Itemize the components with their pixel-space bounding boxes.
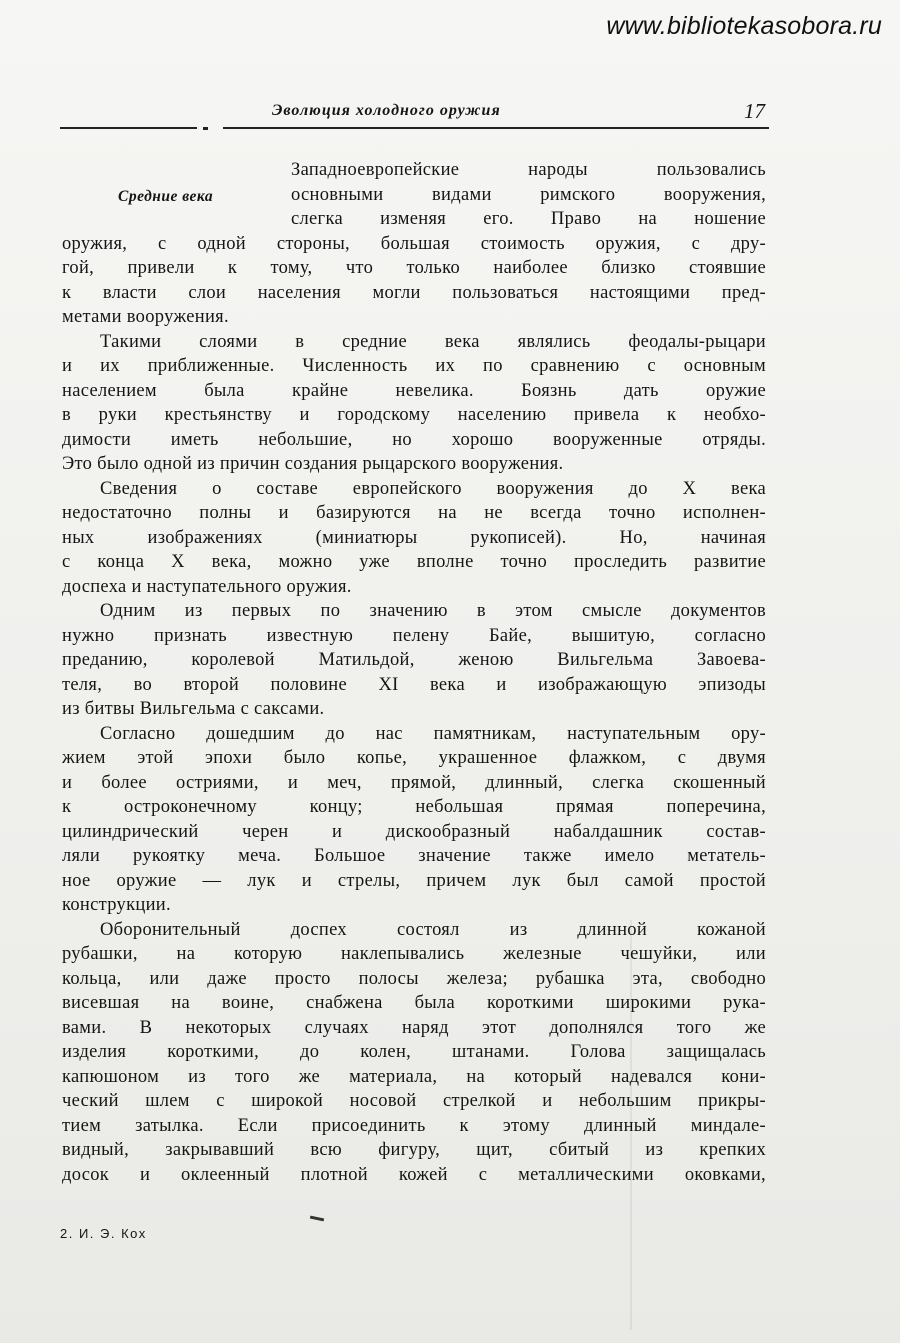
text-line: ческий шлем с широкой носовой стрелкой и небольшим прикры- (62, 1091, 766, 1111)
text-line: нужно признать известную пелену Байе, вышитую, согласно (62, 625, 766, 646)
text-line: с конца X века, можно уже вполне точно проследить развитие (62, 552, 766, 572)
text-line: висевшая на воине, снабжена была короткими широкими рука- (62, 993, 766, 1013)
running-title: Эволюция холодного оружия (272, 102, 501, 119)
text-line: жием этой эпохи было копье, украшенное флажком, с двумя (62, 748, 766, 768)
text-line: Сведения о составе европейского вооружения до X века (100, 478, 766, 499)
text-line: преданию, королевой Матильдой, женою Вильгельма Завоева- (62, 650, 766, 670)
text-line: Одним из первых по значению в этом смысле документов (100, 601, 766, 621)
text-line: теля, во второй половине XI века и изображающую эпизоды (62, 674, 766, 695)
page-number: 17 (744, 99, 765, 123)
margin-heading: Средние века (118, 188, 214, 205)
text-line: Это было одной из причин создания рыцарского вооружения. (62, 454, 564, 474)
text-line: основными видами римского вооружения, (291, 184, 766, 205)
text-line: населением была крайне невелика. Боязнь дать оружие (62, 380, 766, 401)
text-line: оружия, с одной стороны, большая стоимость оружия, с дру- (62, 233, 766, 254)
text-line: кольца, или даже просто полосы железа; рубашка эта, свободно (62, 968, 766, 989)
text-line: димости иметь небольшие, но хорошо вооруженные отряды. (62, 429, 766, 450)
body-text (62, 158, 766, 1187)
text-line: Такими слоями в средние века являлись феодалы-рыцари (100, 331, 766, 352)
text-line: слегка изменяя его. Право на ношение (291, 209, 766, 229)
text-line: цилиндрический черен и дискообразный набалдашник состав- (62, 821, 766, 842)
text-line: к остроконечному концу; небольшая прямая поперечина, (62, 797, 766, 817)
text-line: в руки крестьянству и городскому населению привела к необхо- (62, 405, 766, 425)
text-line: вами. В некоторых случаях наряд этот дополнялся того же (62, 1017, 766, 1038)
text-line: гой, привели к тому, что только наиболее близко стоявшие (62, 258, 766, 278)
text-line: Западноевропейские народы пользовались (291, 160, 766, 180)
site-watermark: www.bibliotekasobora.ru (606, 12, 882, 40)
text-line: рубашки, на которую наклепывались железные чешуйки, или (62, 944, 766, 964)
text-line: к власти слои населения могли пользоваться настоящими пред- (62, 282, 766, 303)
text-line: и их приближенные. Численность их по сравнению с основным (62, 356, 766, 376)
text-line: из битвы Вильгельма с саксами. (62, 699, 325, 719)
header-rule-right (223, 127, 769, 129)
text-line: видный, закрывавший всю фигуру, щит, сбитый из крепких (62, 1140, 766, 1160)
text-line: метами вооружения. (62, 307, 229, 327)
page-fold (630, 920, 632, 1330)
text-line: Оборонительный доспех состоял из длинной кожаной (100, 919, 766, 940)
print-speck (310, 1216, 324, 1222)
header-rule-dot (203, 127, 208, 130)
text-line: ное оружие — лук и стрелы, причем лук был самой простой (62, 870, 766, 891)
text-line: капюшоном из того же материала, на который надевался кони- (62, 1066, 766, 1087)
text-line: ных изображениях (миниатюры рукописей). Но, начиная (62, 527, 766, 548)
text-line: тием затылка. Если присоединить к этому длинный миндале- (62, 1115, 766, 1136)
text-line: ляли рукоятку меча. Большое значение также имело метатель- (62, 846, 766, 866)
text-line: Согласно дошедшим до нас памятникам, наступательным ору- (100, 723, 766, 744)
signature-mark: 2. И. Э. Кох (60, 1226, 147, 1241)
header-rule-left (60, 127, 197, 129)
text-line: и более остриями, и меч, прямой, длинный, слегка скошенный (62, 772, 766, 793)
text-line: изделия короткими, до колен, штанами. Голова защищалась (62, 1042, 766, 1062)
text-line: досок и оклеенный плотной кожей с металлическими оковками, (62, 1164, 766, 1185)
text-line: конструкции. (62, 895, 171, 915)
text-line: недостаточно полны и базируются на не всегда точно исполнен- (62, 503, 766, 523)
text-line: доспеха и наступательного оружия. (62, 576, 352, 597)
